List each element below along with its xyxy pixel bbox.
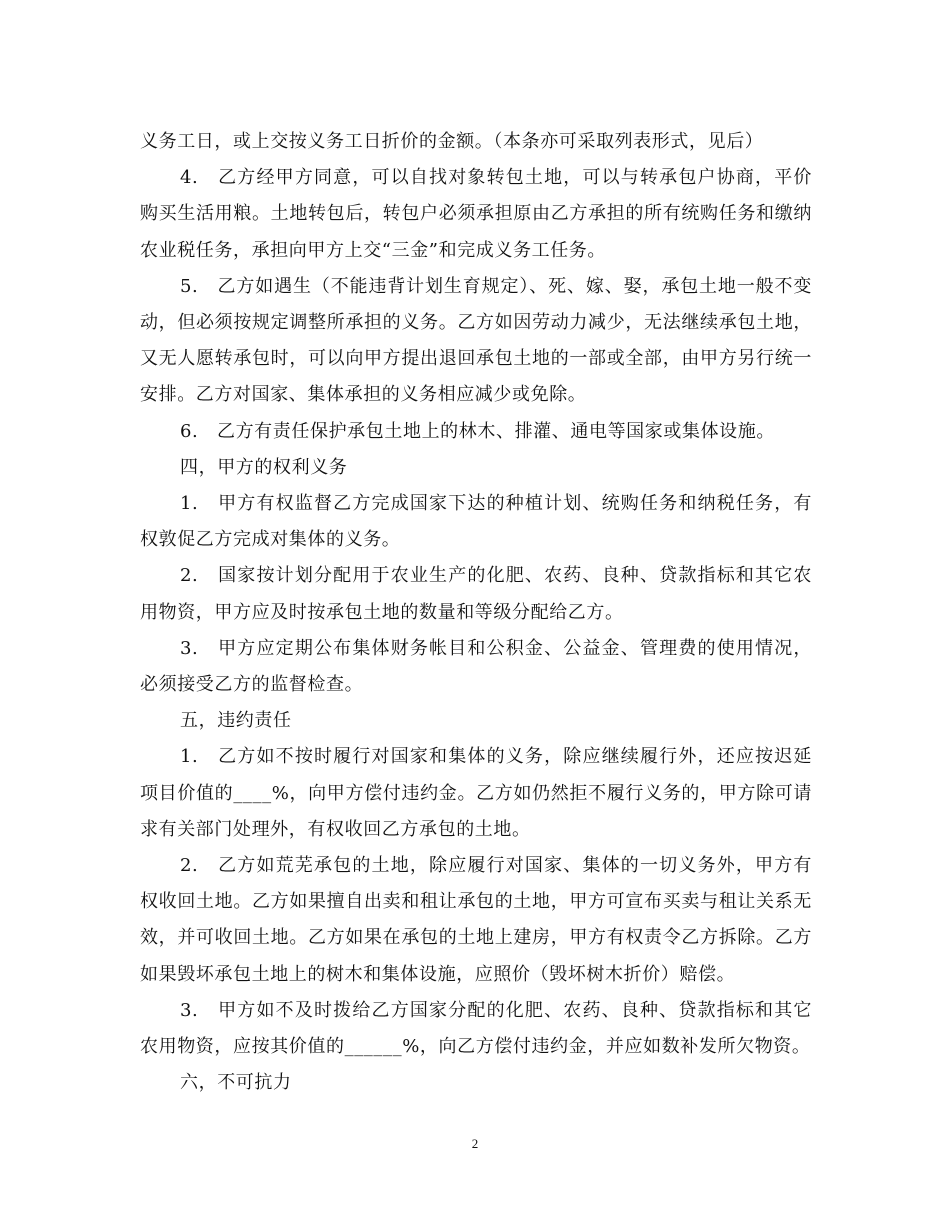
paragraph-liability-3: 3. 甲方如不及时拨给乙方国家分配的化肥、农药、良种、贷款指标和其它农用物资，应按其价值的______%，向乙方偿付违约金，并应如数补发所欠物资。 bbox=[140, 999, 812, 1058]
page-number: 2 bbox=[471, 1136, 479, 1151]
paragraph-clause-6: 6. 乙方有责任保护承包土地上的林木、排灌、通电等国家或集体设施。 bbox=[180, 420, 775, 442]
paragraph-clause-4: 4. 乙方经甲方同意，可以自找对象转包土地，可以与转承包户协商，平价购买生活用粮。土地转包后，转包户必须承担原由乙方承担的所有统购任务和缴纳农业税任务，承担向甲方上交“三金”和完成义务工任务。 bbox=[140, 167, 812, 261]
paragraph-party-a-3: 3. 甲方应定期公布集体财务帐目和公积金、公益金、管理费的使用情况，必须接受乙方的监督检查。 bbox=[140, 637, 812, 696]
paragraph-liability-2: 2. 乙方如荒芜承包的土地，除应履行对国家、集体的一切义务外，甲方有权收回土地。乙方如果擅自出卖和租让承包的土地，甲方可宣布买卖与租让关系无效，并可收回土地。乙方如果在承包的土地上建房，甲方有权责令乙方拆除。乙方如果毁坏承包土地上的树木和集体设施，应照价（毁坏树木折价）赔偿。 bbox=[140, 855, 812, 985]
paragraph-party-a-1: 1. 甲方有权监督乙方完成国家下达的种植计划、统购任务和纳税任务，有权敦促乙方完成对集体的义务。 bbox=[140, 493, 812, 551]
document-body bbox=[140, 124, 812, 1101]
section-heading-five: 五，违约责任 bbox=[180, 710, 292, 732]
section-heading-four: 四，甲方的权利义务 bbox=[180, 456, 348, 478]
paragraph-party-a-2: 2. 国家按计划分配用于农业生产的化肥、农药、良种、贷款指标和其它农用物资，甲方应及时按承包土地的数量和等级分配给乙方。 bbox=[140, 565, 812, 623]
paragraph-continuation: 义务工日，或上交按义务工日折价的金额。（本条亦可采取列表形式，见后） bbox=[140, 131, 764, 152]
section-heading-six: 六，不可抗力 bbox=[180, 1072, 292, 1094]
paragraph-clause-5: 5. 乙方如遇生（不能违背计划生育规定）、死、嫁、娶，承包土地一般不变动，但必须按规定调整所承担的义务。乙方如因劳动力减少，无法继续承包土地，又无人愿转承包时，可以向甲方提出退回承包土地的一部或全部，由甲方另行统一安排。乙方对国家、集体承担的义务相应减少或免除。 bbox=[140, 275, 812, 406]
paragraph-liability-1: 1. 乙方如不按时履行对国家和集体的义务，除应继续履行外，还应按迟延项目价值的____%，向甲方偿付违约金。乙方如仍然拒不履行义务的，甲方除可请求有关部门处理外，有权收回乙方承包的土地。 bbox=[140, 746, 812, 840]
